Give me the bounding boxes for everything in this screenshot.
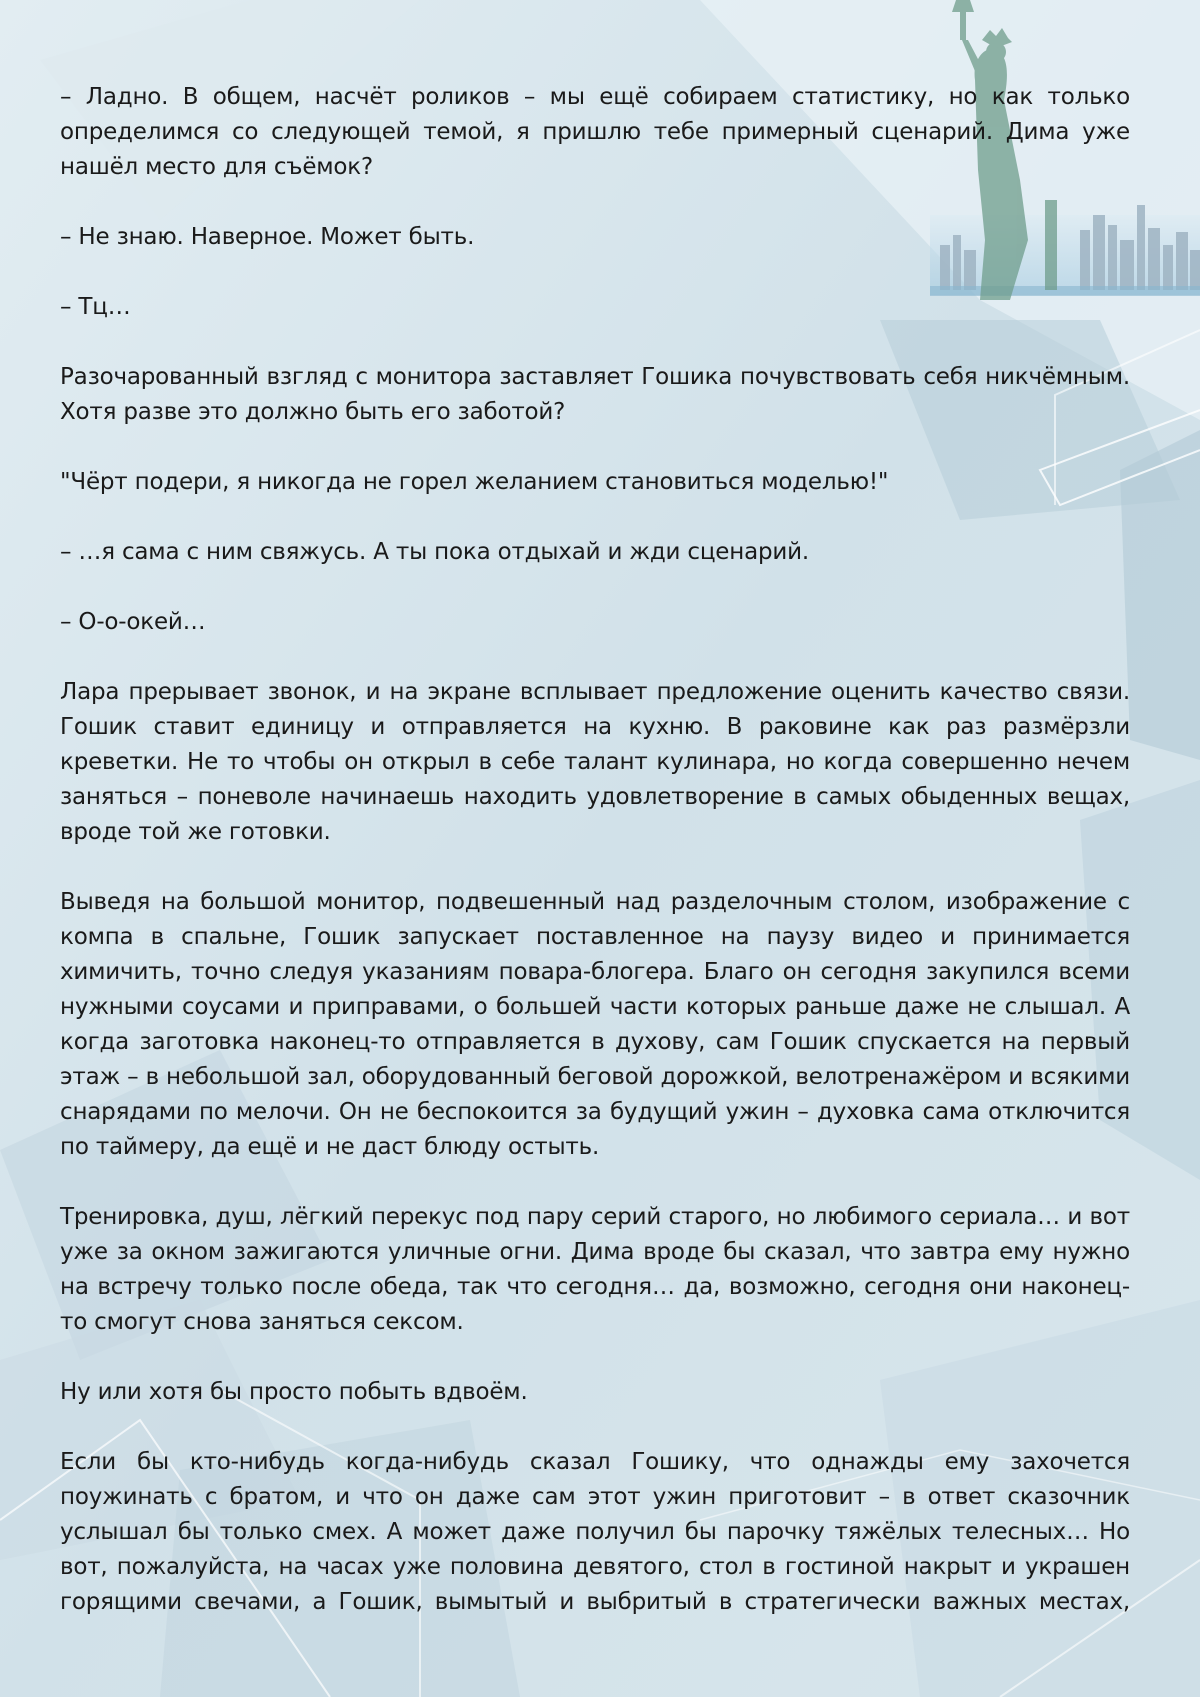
paragraph: "Чёрт подери, я никогда не горел желанием становиться моделью!" [60, 469, 889, 495]
paragraph: – Ладно. В общем, насчёт роликов – мы ещё собираем статистику, но как только определимся со следующей темой, я пришлю тебе примерный сценарий. Дима уже нашёл место для съёмок? [60, 84, 1130, 180]
document-body [60, 80, 1130, 1620]
paragraph: Лара прерывает звонок, и на экране всплывает предложение оценить качество связи. Гошик ставит единицу и отправляется на кухню. В раковине как раз размёрзли креветки. Не то чтобы он открыл в себе талант кулинара, но когда совершенно нечем заняться – поневоле начинаешь находить удовлетворение в самых обыденных вещах, вроде той же готовки. [60, 679, 1130, 845]
paragraph: – Не знаю. Наверное. Может быть. [60, 224, 475, 250]
paragraph: – Тц… [60, 294, 131, 320]
paragraph: – …я сама с ним свяжусь. А ты пока отдыхай и жди сценарий. [60, 539, 809, 565]
paragraph: – О-о-окей… [60, 609, 206, 635]
paragraph: Если бы кто-нибудь когда-нибудь сказал Гошику, что однажды ему захочется поужинать с братом, и что он даже сам этот ужин приготовит – в ответ сказочник услышал бы только смех. А может даже получил бы парочку тяжёлых телесных… Но вот, пожалуйста, на часах уже половина девятого, стол в гостиной накрыт и украшен горящими свечами, а Гошик, вымытый и выбритый в стратегически важных местах, [60, 1449, 1130, 1615]
paragraph: Выведя на большой монитор, подвешенный над разделочным столом, изображение с компа в спальне, Гошик запускает поставленное на паузу видео и принимается химичить, точно следуя указаниям повара-блогера. Благо он сегодня закупился всеми нужными соусами и приправами, о большей части которых раньше даже не слышал. А когда заготовка наконец-то отправляется в духову, сам Гошик спускается на первый этаж – в небольшой зал, оборудованный беговой дорожкой, велотренажёром и всякими снарядами по мелочи. Он не беспокоится за будущий ужин – духовка сама отключится по таймеру, да ещё и не даст блюду остыть. [60, 889, 1130, 1160]
paragraph: Ну или хотя бы просто побыть вдвоём. [60, 1379, 528, 1405]
paragraph: Разочарованный взгляд с монитора заставляет Гошика почувствовать себя никчёмным. Хотя разве это должно быть его заботой? [60, 364, 1130, 425]
paragraph: Тренировка, душ, лёгкий перекус под пару серий старого, но любимого сериала… и вот уже за окном зажигаются уличные огни. Дима вроде бы сказал, что завтра ему нужно на встречу только после обеда, так что сегодня… да, возможно, сегодня они наконец-то смогут снова заняться сексом. [60, 1204, 1130, 1335]
